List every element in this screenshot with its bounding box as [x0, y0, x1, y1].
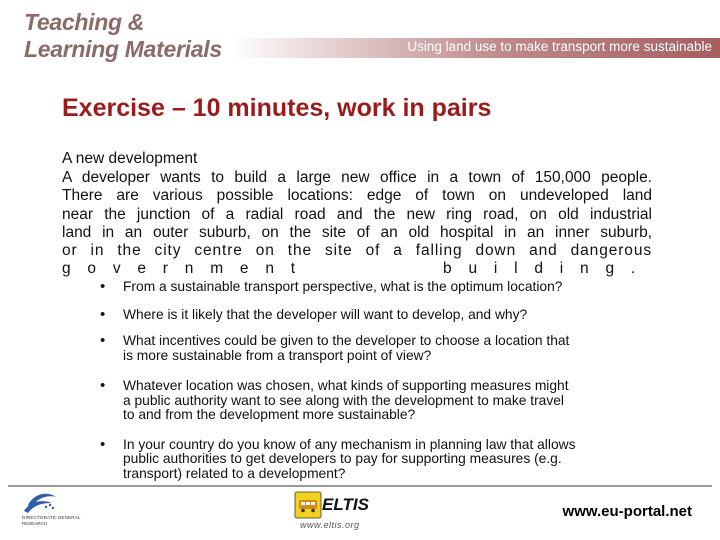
bus-icon [294, 491, 322, 519]
list-item [100, 379, 660, 423]
scenario-line: There are various possible locations: edge of town on undeveloped land [62, 187, 652, 205]
bullet: • [100, 332, 106, 349]
header-banner [230, 38, 720, 58]
scenario-line: or in the city centre on the site of a falling down and dangerous [62, 242, 652, 260]
eu-flag-icon [22, 491, 58, 515]
list-item [100, 435, 660, 482]
eu-logo-text: DIRECTORATE-GENERAL [22, 515, 81, 520]
list-item [100, 305, 660, 323]
teaching-materials-logo [24, 9, 254, 62]
question-line: a public authority want to see along with the development to make travel [123, 392, 564, 408]
question-line: to and from the development more sustainable? [123, 407, 416, 422]
question-line: is more sustainable from a transport point of view? [123, 347, 432, 363]
question-line: From a sustainable transport perspective, what is the optimum location? [123, 279, 563, 294]
question-line: In your country do you know of any mechanism in planning law that allows [123, 436, 576, 452]
eu-logo-text: RESEARCH [22, 521, 48, 526]
scenario-line: near the junction of a radial road and the new ring road, on old industrial [62, 205, 652, 223]
eltis-logo [292, 489, 382, 535]
bullet: • [100, 435, 106, 453]
logo-line-2: Learning Materials [24, 36, 222, 62]
bullet: • [100, 278, 106, 295]
scenario-line: government building. [62, 260, 652, 278]
question-line: Whatever location was chosen, what kinds of supporting measures might [123, 378, 569, 393]
question-line: Where is it likely that the developer will want to develop, and why? [123, 306, 528, 322]
list-item [100, 280, 660, 295]
page-title: Exercise – 10 minutes, work in pairs [62, 94, 492, 122]
eu-portal-link[interactable]: www.eu-portal.net [562, 503, 692, 520]
question-line: transport) related to a development? [123, 465, 346, 481]
scenario-line: A developer wants to build a large new office in a town of 150,000 people. [62, 169, 652, 186]
eltis-name: ELTIS [322, 495, 369, 514]
eltis-url[interactable]: www.eltis.org [300, 520, 360, 530]
footer-divider [8, 485, 712, 487]
logo-line-1: Teaching & [24, 9, 145, 35]
scenario-paragraph [62, 169, 652, 279]
bullet: • [100, 305, 106, 323]
bullet: • [100, 377, 106, 394]
question-line: public authorities to get developers to pay for supporting measures (e.g. [123, 451, 562, 466]
question-line: What incentives could be given to the developer to choose a location that [123, 333, 570, 348]
eu-research-logo [22, 491, 82, 535]
scenario-heading: A new development [62, 150, 198, 167]
list-item [100, 334, 660, 363]
question-list [100, 280, 660, 481]
scenario-line: land in an outer suburb, on the site of an old hospital in an inner suburb, [62, 223, 652, 241]
banner-text: Using land use to make transport more sustainable [407, 39, 712, 54]
